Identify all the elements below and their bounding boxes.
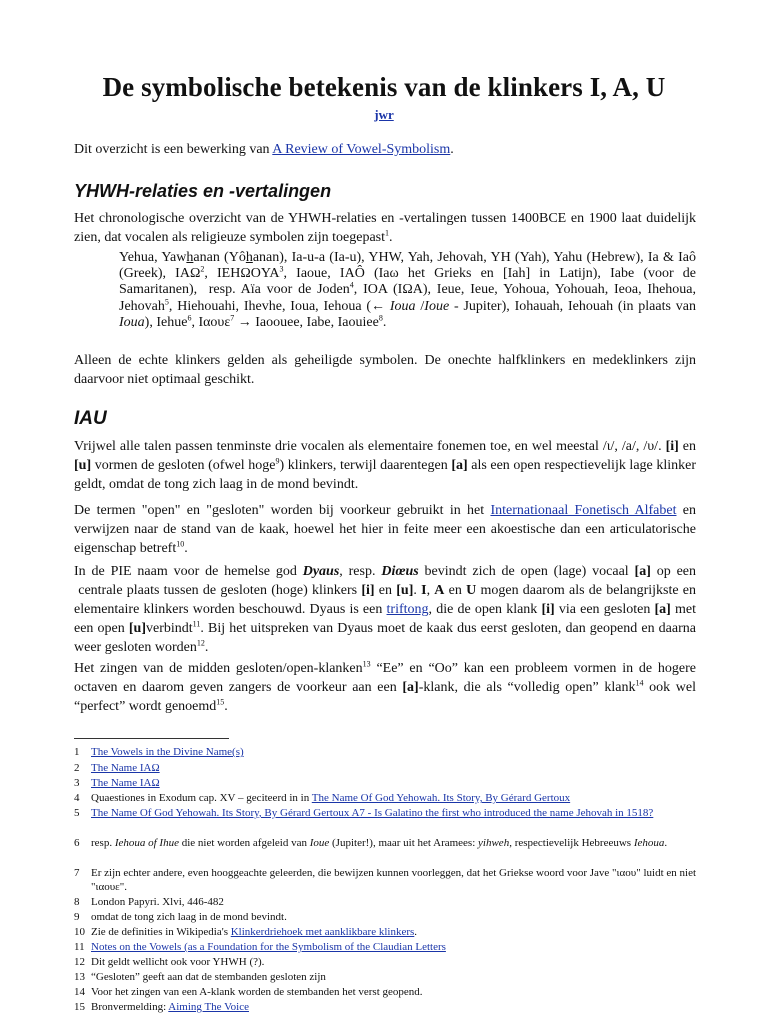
footnote-number: 3 <box>74 777 80 789</box>
footnote-number: 2 <box>74 762 80 774</box>
yhwh-paragraph-1-text: Het chronologische overzicht van de YHWH-relaties en -vertalingen tussen 1400BCE en 1900 laat duidelijk zien, dat vocalen als religieuze symbolen zijn toegepast <box>74 211 696 245</box>
intro-text: Dit overzicht is een bewerking van <box>74 142 273 157</box>
footnote-number: 14 <box>74 986 85 998</box>
footnote-divider <box>74 738 229 739</box>
iau-paragraph-4: Het zingen van de midden gesloten/open-klanken$^{13}$ “Ee” en “Oo” kan een probleem vormen in de hogere octaven en daarom geven zangers de voorkeur aan een [a]-klank, die als “volledig open” klank$^{14}$ ook wel “perfect” wordt genoemd$^{15}$. <box>74 659 696 714</box>
yhwh-paragraph-2: Alleen de echte klinkers gelden als geheiligde symbolen. De onechte halfklinkers en medeklinkers zijn daarvoor niet optimaal geschikt. <box>74 353 696 387</box>
footnote-link[interactable]: The Name IAΩ <box>91 762 160 774</box>
footnote-ref: 15 <box>216 697 225 707</box>
yhwh-name-list: Yehua, Yawhanan (Yôhanan), Ia-u-a (Ia-u), YHW, Yah, Jehovah, YH (Yah), Yahu (Hebrew), Ia & Iaô (Greek), IAΩ$^2$, IEHΩOYA$^3$, Iaoue, IAÔ (Iaω het Grieks en [Iah] in Latijn), Iabe (voor de Samaritanen), resp. Aïa voor de Joden$^4$, IOA (IΩA), Ieue, Ieue, Yohoua, Yohouah, Ieoa, Ihehoua, Jehovah$^5$, Hiehouahi, Ihevhe, Ioua, Iehoua (← Ioua /Ioue - Jupiter), Iohauah, Iehouah (in plaats van Ioua), Iehue$^6$, Ιαουε$^7$ → Iaoouee, Iabe, Iaouiee$^8$. <box>119 250 697 330</box>
review-link[interactable]: A Review of Vowel-Symbolism <box>272 142 451 157</box>
footnote-link[interactable]: Klinkerdriehoek met aanklikbare klinkers <box>230 926 415 938</box>
footnote-text: Dit geldt wellicht ook voor YHWH (?). <box>91 956 265 968</box>
author-link[interactable]: jwr <box>374 107 394 122</box>
footnote-number: 6 <box>74 837 80 849</box>
footnote-text: “Gesloten” geeft aan dat de stembanden gesloten zijn <box>91 971 326 983</box>
yhwh-paragraph-1-end: . <box>389 230 393 245</box>
footnote-ref: 14 <box>635 678 644 688</box>
section-heading-yhwh: YHWH-relaties en -vertalingen <box>74 181 332 201</box>
footnote-number: 8 <box>74 896 80 908</box>
footnote-ref: 11 <box>192 619 201 629</box>
footnote-number: 15 <box>74 1001 85 1013</box>
footnote-number: 5 <box>74 807 80 819</box>
footnote-number: 11 <box>74 941 85 953</box>
footnote-text: Bronvermelding: <box>91 1001 169 1013</box>
iau-paragraph-1: Vrijwel alle talen passen tenminste drie vocalen als elementaire fonemen toe, en wel meestal /ι/, /a/, /υ/. [i] en [u] vormen de gesloten (ofwel hoge$^9$) klinkers, terwijl daarentegen [a] als een open respectievelijk lage klinker geldt, omdat de tong zich laag in de mond bevindt. <box>74 439 697 492</box>
footnote-text: London Papyri. Xlvi, 446-482 <box>91 896 224 908</box>
author-link-wrap <box>0 107 768 123</box>
footnote-link[interactable]: The Name IAΩ <box>91 777 160 789</box>
footnote-text: . <box>414 926 418 938</box>
footnote-text: Er zijn echter andere, even hooggeachte geleerden, die bewijzen kunnen voorleggen, dat het Griekse woord voor Jave "ιαου" luidt en niet "ιαουε". <box>91 867 697 893</box>
footnote-number: 4 <box>74 792 80 804</box>
intro-paragraph <box>74 140 696 159</box>
footnote-link[interactable]: Notes on the Vowels (as a Foundation for the Symbolism of the Claudian Letters <box>91 941 446 953</box>
footnote-number: 10 <box>74 926 85 938</box>
footnote-number: 1 <box>74 746 80 758</box>
footnote-ref: 10 <box>176 539 185 549</box>
section-heading-iau: IAU <box>74 408 107 429</box>
footnote-ref: 1 <box>385 228 389 238</box>
footnote-text: Voor het zingen van een A-klank worden de stembanden het verst geopend. <box>91 986 423 998</box>
triftong-link[interactable]: triftong <box>386 602 429 617</box>
footnote-ref: 12 <box>196 638 205 648</box>
footnote-number: 9 <box>74 911 80 923</box>
footnote-link[interactable]: The Name Of God Yehowah. Its Story, By Gérard Gertoux <box>311 792 571 804</box>
footnote-text: Zie de definities in Wikipedia's <box>91 926 231 938</box>
footnote-number: 7 <box>74 867 80 879</box>
intro-end: . <box>450 142 454 157</box>
footnote-link[interactable]: The Vowels in the Divine Name(s) <box>91 746 244 758</box>
footnote-link[interactable]: The Name Of God Yehowah. Its Story, By Gérard Gertoux A7 - Is Galatino the first who introduced the name Jehovah in 1518? <box>91 807 654 819</box>
iau-paragraph-2: De termen "open" en "gesloten" worden bij voorkeur gebruikt in het Internationaal Fonetisch Alfabet en verwijzen naar de stand van de kaak, hoewel het hier in feite meer een akoestische dan een articulatorische eigenschap betreft$^{10}$. <box>74 503 697 556</box>
iau-paragraph-3: In de PIE naam voor de hemelse god Dyaus, resp. Diœus bevindt zich de open (lage) vocaal [a] op een centrale plaats tussen de gesloten (hoge) klinkers [i] en [u]. I, A en U mogen daarom als de belangrijkste en elementaire klinkers worden beschouwd. Dyaus is een triftong, die de open klank [i] via een gesloten [a] met een open [u]verbindt$^{11}$. Bij het uitspreken van Dyaus moet de kaak dus eerst gesloten, dan geopend en daarna weer gesloten worden$^{12}$. <box>74 564 697 655</box>
ipa-link[interactable]: Internationaal Fonetisch Alfabet <box>490 503 677 518</box>
footnote-text: omdat de tong zich laag in de mond bevindt. <box>91 911 287 923</box>
yhwh-paragraph-1 <box>74 209 696 247</box>
footnote-text: Quaestiones in Exodum cap. XV – geciteerd in in <box>91 792 312 804</box>
footnote-text: resp. Iehoua of Ihue die niet worden afgeleid van Ioue (Jupiter!), maar uit het Aramees: yihweh, respectievelijk Hebreeuws Iehoua. <box>91 837 668 849</box>
footnote-number: 13 <box>74 971 85 983</box>
footnote-number: 12 <box>74 956 85 968</box>
footnote-link[interactable]: Aiming The Voice <box>168 1001 249 1013</box>
page-title: De symbolische betekenis van de klinkers I, A, U <box>102 72 666 102</box>
footnote-ref: 13 <box>362 659 371 669</box>
